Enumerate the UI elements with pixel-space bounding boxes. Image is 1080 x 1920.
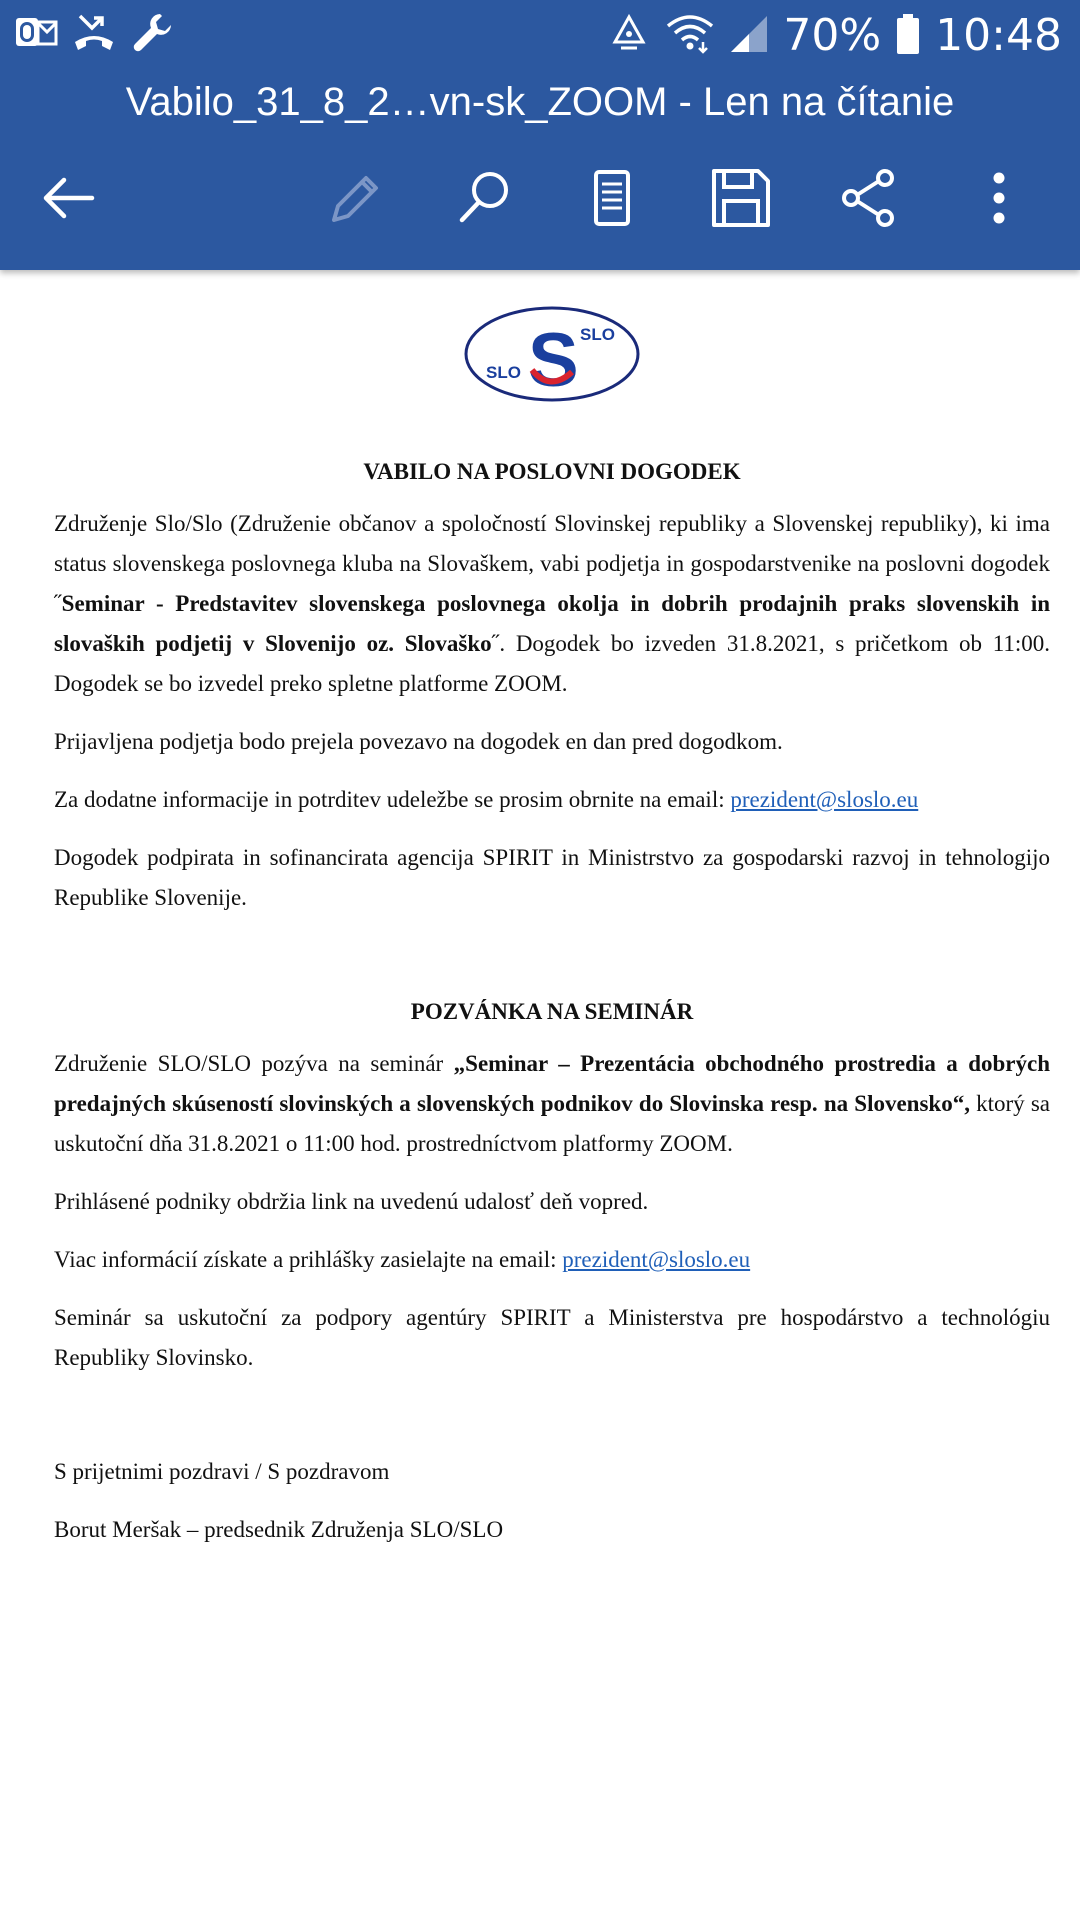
- paragraph-sk-intro: [54, 1044, 1050, 1164]
- back-button[interactable]: [28, 160, 108, 240]
- heading-sk: POZVÁNKA NA SEMINÁR: [410, 999, 694, 1024]
- status-right: [607, 6, 1062, 66]
- text-segment: Združenie SLO/SLO pozýva na seminár: [54, 1051, 454, 1076]
- email-link-sk[interactable]: prezident@sloslo.eu: [562, 1247, 751, 1272]
- back-arrow-icon: [38, 168, 98, 233]
- seminar-title-sl: Seminar - Predstavitev slovenskega poslovnega okolja in dobrih prodajnih praks slovenskih in slovaških podjetij v Slovenijo oz. Slovaško: [54, 591, 1050, 656]
- more-vert-icon: [984, 168, 1014, 233]
- edit-button[interactable]: [314, 160, 394, 240]
- svg-text:S: S: [528, 318, 579, 403]
- search-button[interactable]: [444, 160, 524, 240]
- wifi-icon: [665, 12, 715, 61]
- text-segment: Viac informácií získate a prihlášky zasielajte na email:: [54, 1247, 563, 1272]
- battery-percent: 70%: [783, 10, 882, 61]
- seminar-title-sk: „Seminar – Prezentácia obchodného prostredia a dobrých predajných skúseností slovinských a slovenských podnikov do Slovinska resp. na Slovensko“,: [54, 1051, 1050, 1116]
- signal-icon: [729, 12, 769, 61]
- mobile-view-icon: [582, 168, 642, 233]
- paragraph-sl-intro: [54, 504, 1050, 704]
- signature: Borut Meršak – predsednik Združenja SLO/SLO: [54, 1517, 504, 1542]
- text-segment: Za dodatne informacije in potrditev udeležbe se prosim obrnite na email:: [54, 787, 731, 812]
- paragraph-sl-link-note: Prijavljena podjetja bodo prejela povezavo na dogodek en dan pred dogodkom.: [54, 729, 783, 754]
- more-options-button[interactable]: [959, 160, 1039, 240]
- svg-text:SLO: SLO: [486, 363, 521, 382]
- paragraph-sk-support: Seminár sa uskutoční za podpory agentúry SPIRIT a Ministerstva pre hospodárstvo a technológiu Republiky Slovinsko.: [54, 1305, 1050, 1370]
- paragraph-sk-link-note: Prihlásené podniky obdržia link na uvedenú udalosť deň vopred.: [54, 1189, 649, 1214]
- paragraph-sk-contact: [54, 1240, 1050, 1280]
- text-segment: ˝. Dogodek bo izveden 31.8.2021, s pričetkom ob 11:00. Dogodek se bo izvedel preko spletne platforme ZOOM.: [54, 631, 1050, 696]
- save-button[interactable]: [701, 160, 781, 240]
- share-button[interactable]: [829, 160, 909, 240]
- wrench-icon: [130, 10, 174, 59]
- status-left-icons: [14, 10, 174, 59]
- email-link-sl[interactable]: prezident@sloslo.eu: [730, 787, 919, 812]
- heading-sl: VABILO NA POSLOVNI DOGODEK: [363, 459, 741, 484]
- status-bar: [0, 0, 1080, 72]
- closing-greeting: S prijetnimi pozdravi / S pozdravom: [54, 1459, 390, 1484]
- search-icon: [454, 168, 514, 233]
- app-bar: [0, 0, 1080, 270]
- missed-call-icon: [72, 10, 116, 59]
- paragraph-sl-contact: [54, 780, 1050, 820]
- text-segment: ktorý sa uskutoční dňa 31.8.2021 o 11:00 hod. prostredníctvom platformy ZOOM.: [54, 1091, 1050, 1156]
- paragraph-sl-support: Dogodek podpirata in sofinancirata agencija SPIRIT in Ministrstvo za gospodarski razvoj in tehnologijo Republike Slovenije.: [54, 845, 1050, 910]
- data-saver-icon: [607, 12, 651, 61]
- document-title: Vabilo_31_8_2…vn-sk_ZOOM - Len na čítanie: [125, 80, 955, 124]
- clock: 10:48: [935, 10, 1062, 61]
- text-segment: Združenje Slo/Slo (Združenie občanov a spoločností Slovinskej republiky a Slovenskej republiky), ki ima status slovenskega poslovnega kluba na Slovaškem, vabi podjetja in gospodarstvenike na poslovni dogodek ˝: [54, 511, 1050, 616]
- svg-text:SLO: SLO: [580, 325, 615, 344]
- battery-icon: [895, 12, 921, 61]
- mobile-view-button[interactable]: [572, 160, 652, 240]
- edit-pencil-icon: [324, 168, 384, 233]
- outlook-icon: [14, 10, 58, 59]
- sloslo-logo: [54, 304, 1050, 404]
- share-icon: [839, 168, 899, 233]
- save-icon: [710, 167, 772, 234]
- document-page[interactable]: [54, 270, 1050, 1568]
